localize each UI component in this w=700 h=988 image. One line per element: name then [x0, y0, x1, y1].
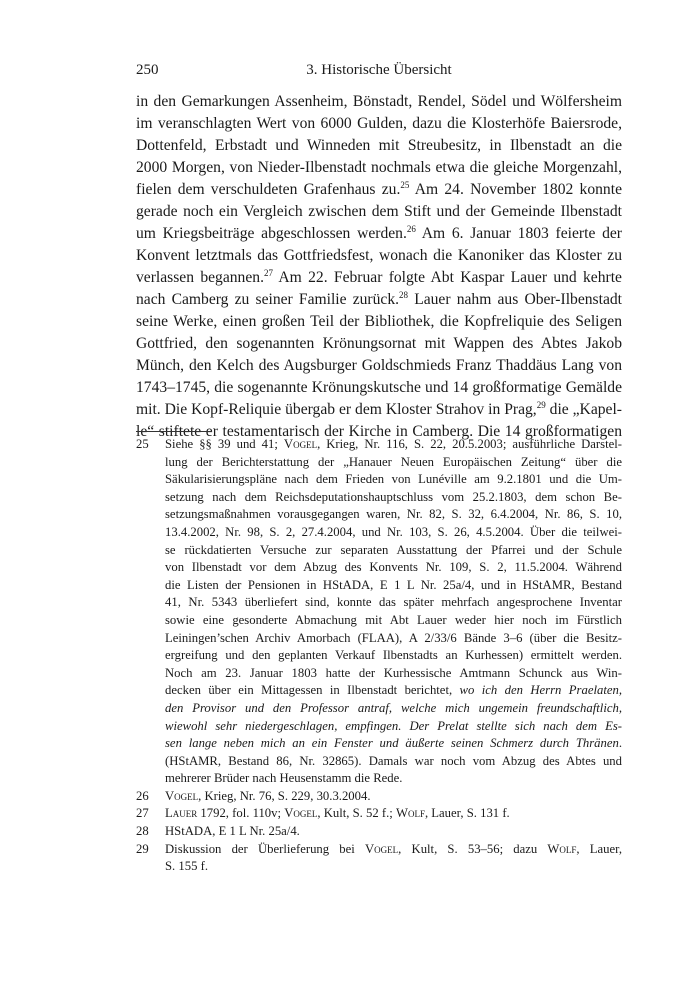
- footnote-text: Leiningen’schen Archiv Amorbach (FLAA), A 2/33/6 Bände 3–6 (über die Besitz-: [165, 630, 622, 645]
- body-line-text: le“ stiftete er testamentarisch der Kirche in Camberg. Die 14 großformatigen: [136, 423, 622, 440]
- body-line-text: Konvent letztmals das Gottfriedsfest, wonach die Kanoniker das Kloster zu: [136, 247, 622, 264]
- footnote-29: [136, 841, 622, 876]
- footnote-line: [165, 630, 622, 648]
- footnote-text: den Provisor und den Professor antraf, welche mich ungemein freundschaftlich,: [165, 700, 622, 715]
- footnote-text: ergreifung und den geplanten Verkauf Ilbenstadts an Kurhessen) ermittelt werden.: [165, 648, 622, 663]
- footnote-text: sen lange neben mich an ein Fenster und äußerte seinen Schmerz durch Thränen: [165, 736, 619, 751]
- body-line: [136, 377, 622, 399]
- body-line-text: mit. Die Kopf-Reliquie übergab er dem Kloster Strahov in Prag,: [136, 401, 537, 418]
- main-text: [136, 91, 622, 443]
- footnote-line: [165, 805, 622, 823]
- footnote-number: 25: [136, 437, 149, 451]
- footnote-text: die Listen der Pensionen in HStADA, E 1 L Nr. 25a/4, und in HStAMR, Bestand: [165, 577, 622, 592]
- body-line-text: 2000 Morgen, von Nieder-Ilbenstadt nochmals etwa die gleiche Morgenzahl,: [136, 159, 622, 176]
- footnote-line: [165, 436, 622, 454]
- footnote-line: [165, 700, 622, 718]
- author-name: Vogel: [165, 788, 199, 803]
- footnote-text: se rückdatierten Versuche zur separaten Ausstattung der Pfarrei und der Schule: [165, 542, 622, 557]
- footnote-text: mehrerer Brüder nach Heusenstamm die Rede.: [165, 771, 403, 786]
- footnote-28: [136, 823, 622, 841]
- footnote-text: .: [618, 736, 622, 751]
- body-line-text: Am 22. Februar folgte Abt Kaspar Lauer und kehrte: [272, 269, 622, 286]
- body-line-text: um Kriegsbeiträge abgeschlossen werden.: [136, 225, 407, 242]
- footnote-text: , Kult, S. 53–56; dazu: [398, 841, 548, 856]
- footnote-text: 41, Nr. 5343 überliefert sind, konnte das später mehrfach angesprochene Inventar: [165, 595, 622, 610]
- body-line: [136, 135, 622, 157]
- body-line-text: die „Kapel-: [545, 401, 622, 418]
- footnote-text: Noch am 23. Januar 1803 hatte der Kurhessische Amtmann Schunck aus Win-: [165, 665, 622, 680]
- footnote-line: [165, 471, 622, 489]
- footnote-reference: 29: [536, 400, 546, 410]
- body-line-text: Lauer nahm aus Ober-Ilbenstadt: [408, 291, 622, 308]
- footnote-line: [165, 542, 622, 560]
- footnote-number: 27: [136, 806, 149, 821]
- footnote-line: [165, 577, 622, 595]
- footnote-text: S. 155 f.: [165, 859, 208, 874]
- footnote-text: , Krieg, Nr. 116, S. 22, 20.5.2003; ausführliche Darstel-: [317, 437, 622, 451]
- footnote-reference: 27: [263, 268, 273, 278]
- body-line: [136, 245, 622, 267]
- footnote-reference: 26: [406, 224, 416, 234]
- body-line-text: gerade noch ein Vergleich zwischen dem Stift und der Gemeinde Ilbenstadt: [136, 203, 622, 220]
- footnote-text: wo ich den Herrn Praelaten,: [459, 683, 622, 698]
- footnote-line: [165, 770, 622, 788]
- author-name: Vogel: [365, 841, 399, 856]
- footnote-text: von Ilbenstadt vor dem Abzug des Konvents Nr. 109, S. 2, 11.5.2004. Während: [165, 560, 622, 575]
- footnote-text: , Kult, S. 52 f.;: [317, 806, 396, 821]
- body-line: [136, 179, 622, 201]
- footnote-text: , Lauer, S. 131 f.: [424, 806, 510, 821]
- footnote-line: [165, 823, 622, 841]
- footnote-line: [165, 454, 622, 472]
- body-line-text: verlassen begannen.: [136, 269, 264, 286]
- footnote-line: [165, 718, 622, 736]
- body-line: [136, 91, 622, 113]
- body-line: [136, 333, 622, 355]
- page-number: 250: [136, 62, 159, 78]
- author-name: Wolf: [395, 806, 425, 821]
- running-head: 3. Historische Übersicht: [306, 62, 452, 78]
- author-name: Wolf: [547, 841, 577, 856]
- footnote-text: HStADA, E 1 L Nr. 25a/4.: [165, 824, 300, 839]
- body-line-text: in den Gemarkungen Assenheim, Bönstadt, Rendel, Södel und Wölfersheim: [136, 93, 622, 110]
- body-line: [136, 267, 622, 289]
- footnote-line: [165, 753, 622, 771]
- footnote-line: [165, 647, 622, 665]
- footnote-number: 26: [136, 788, 149, 803]
- body-line-text: seine Werke, einen großen Teil der Bibliothek, die Kopfreliquie des Seligen: [136, 313, 622, 330]
- body-line-text: nach Camberg zu seiner Familie zurück.: [136, 291, 400, 308]
- author-name: Lauer: [165, 806, 198, 821]
- footnote-line: [165, 594, 622, 612]
- footnote-number: 29: [136, 841, 149, 856]
- footnote-line: [165, 506, 622, 524]
- footnotes: [136, 436, 622, 876]
- footnote-text: 1792, fol. 110v;: [197, 806, 285, 821]
- footnote-line: [165, 788, 622, 806]
- footnote-27: [136, 805, 622, 823]
- footnote-line: [165, 841, 622, 859]
- footnote-26: [136, 788, 622, 806]
- author-name: Vogel: [283, 437, 318, 451]
- footnote-line: [165, 524, 622, 542]
- footnote-line: [165, 682, 622, 700]
- footnote-text: , Krieg, Nr. 76, S. 229, 30.3.2004.: [198, 788, 371, 803]
- footnote-25: [136, 436, 622, 788]
- footnote-line: [165, 612, 622, 630]
- footnote-text: sowie eine gesonderte Abmachung mit Abt Lauer weder hier noch im Fürstlich: [165, 612, 622, 627]
- footnote-line: [165, 559, 622, 577]
- page-header: [136, 62, 622, 82]
- footnote-reference: 25: [400, 180, 410, 190]
- body-line: [136, 201, 622, 223]
- footnote-text: Diskussion der Überlieferung bei: [165, 841, 365, 856]
- body-line-text: im veranschlagten Wert von 6000 Gulden, dazu die Klosterhöfe Baiersrode,: [136, 115, 622, 132]
- footnote-text: Säkularisierungspläne nach dem Frieden von Lunéville am 9.2.1801 und die Um-: [165, 472, 622, 487]
- body-line-text: fielen dem verschuldeten Grafenhaus zu.: [136, 181, 401, 198]
- body-line-text: Münch, den Kelch des Augsburger Goldschmieds Franz Thaddäus Lang von: [136, 357, 622, 374]
- footnote-text: lung der Berichterstattung der „Hanauer Neuen Europäischen Zeitung“ über die: [165, 454, 622, 469]
- footnote-reference: 28: [399, 290, 409, 300]
- footnote-text: (HStAMR, Bestand 86, Nr. 32865). Damals war noch vom Abzug des Abtes und: [165, 753, 622, 768]
- body-line: [136, 399, 622, 421]
- footnote-separator: [136, 431, 212, 432]
- footnote-text: decken über ein Mittagessen in Ilbenstadt berichtet,: [165, 683, 460, 698]
- body-line: [136, 355, 622, 377]
- footnote-number: 28: [136, 824, 149, 839]
- footnote-text: 13.4.2002, Nr. 98, S. 2, 27.4.2004, und Nr. 103, S. 26, 4.5.2004. Über die teilwei-: [165, 524, 622, 539]
- footnote-text: setzungsmaßnahmen vorausgegangen waren, Nr. 82, S. 32, 6.4.2004, Nr. 86, S. 10,: [165, 507, 622, 522]
- body-line-text: Am 24. November 1802 konnte: [409, 181, 622, 198]
- footnote-line: [165, 858, 622, 876]
- body-line-text: 1743–1745, die sogenannte Krönungskutsche und 14 großformatige Gemälde: [136, 379, 622, 396]
- body-line: [136, 113, 622, 135]
- footnote-line: [165, 665, 622, 683]
- body-line-text: Am 6. Januar 1803 feierte der: [415, 225, 622, 242]
- body-line: [136, 289, 622, 311]
- footnote-line: [165, 735, 622, 753]
- body-line: [136, 311, 622, 333]
- body-line: [136, 223, 622, 245]
- body-line-text: Dottenfeld, Erbstadt und Winneden mit Streubesitz, in Ilbenstadt an die: [136, 137, 622, 154]
- footnote-text: Siehe §§ 39 und 41;: [165, 437, 284, 451]
- body-line: [136, 157, 622, 179]
- footnote-line: [165, 489, 622, 507]
- author-name: Vogel: [284, 806, 318, 821]
- footnote-text: setzung nach dem Reichsdeputationshauptschluss vom 25.2.1803, dem schon Be-: [165, 489, 622, 504]
- footnote-text: wiewohl sehr niedergeschlagen, empfingen. Der Prelat stellte sich nach dem Es-: [165, 718, 622, 733]
- footnote-text: , Lauer,: [576, 841, 623, 856]
- body-line-text: Gottfried, den sogenannten Krönungsornat mit Wappen des Abtes Jakob: [136, 335, 622, 352]
